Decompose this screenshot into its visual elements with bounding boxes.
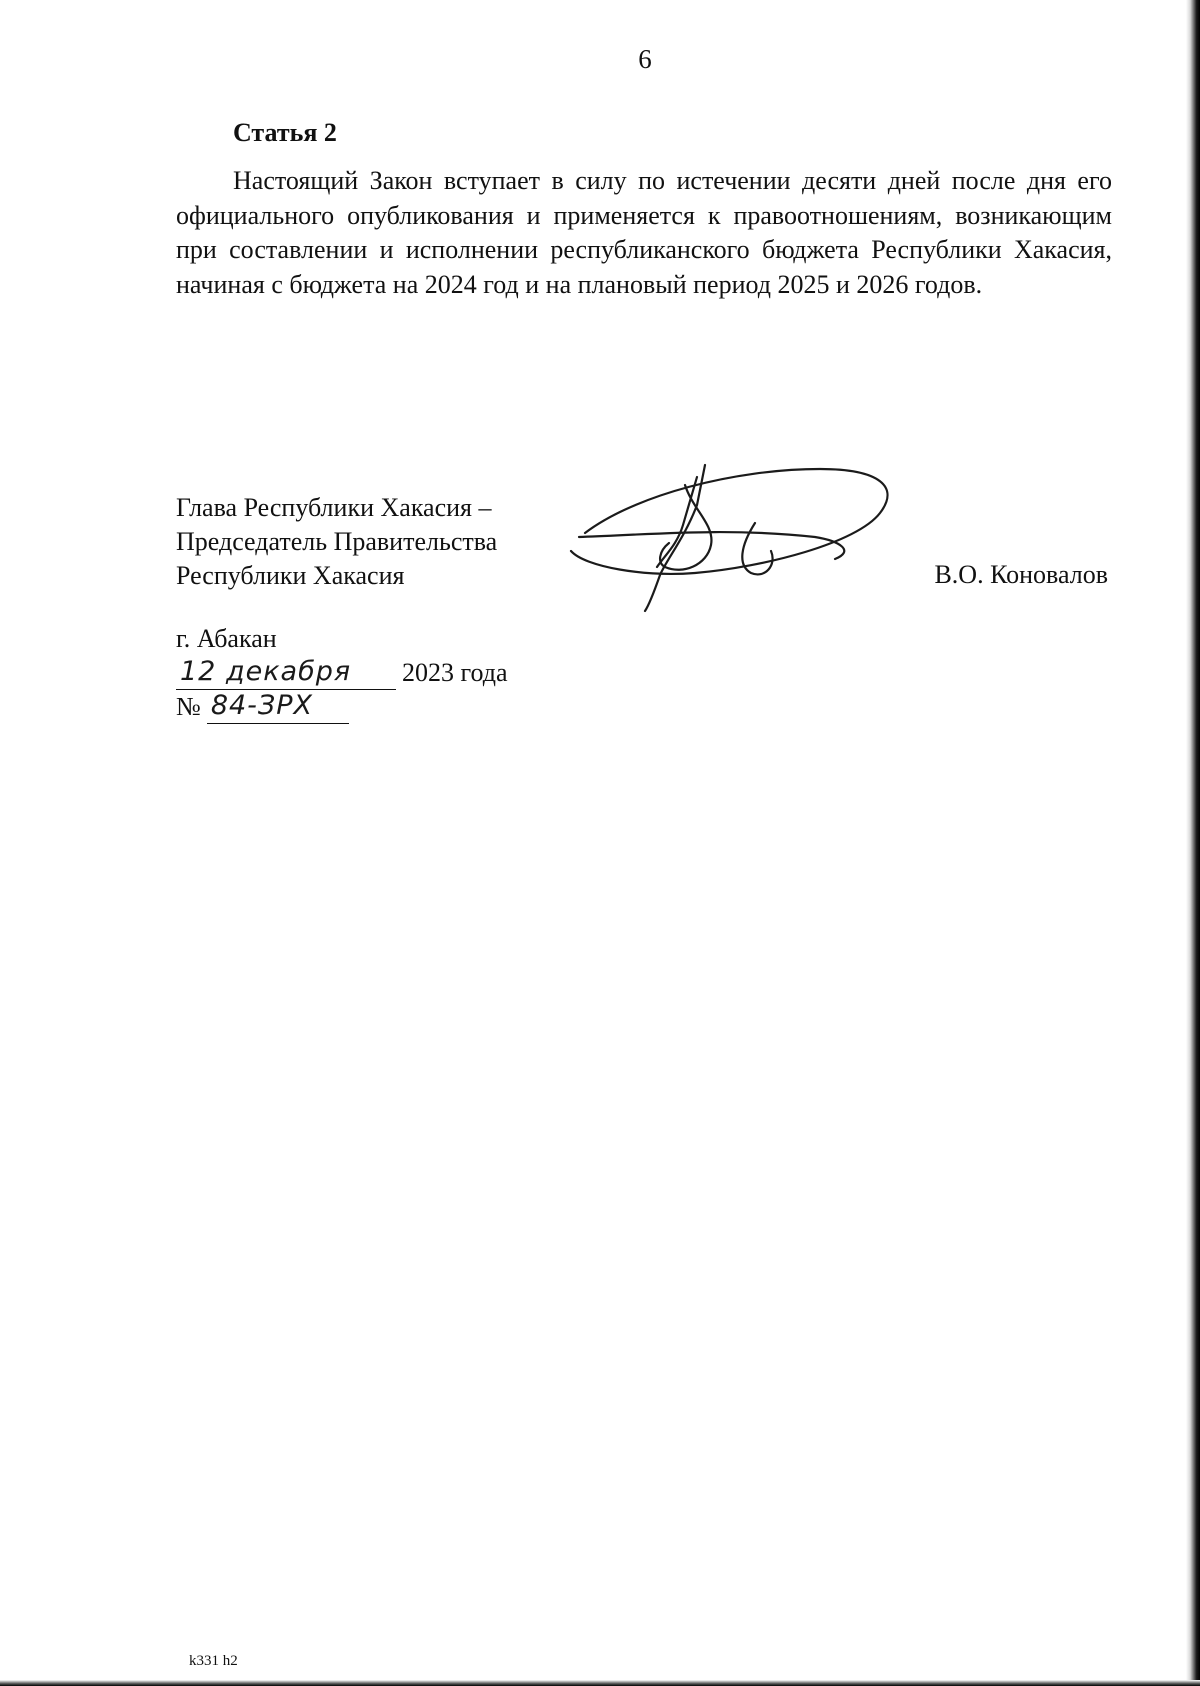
- date-field: [176, 656, 396, 690]
- city: г. Абакан: [176, 624, 277, 653]
- number-prefix: №: [176, 692, 201, 721]
- number-row: [176, 690, 508, 724]
- handwritten-number: 84-ЗРХ: [210, 690, 313, 721]
- handwritten-signature: [565, 455, 910, 615]
- date-row: [176, 656, 508, 690]
- page-number: 6: [638, 44, 652, 74]
- page-bottom-shadow: [0, 1680, 1200, 1686]
- article-title: Статья 2: [233, 118, 337, 147]
- article-body: Настоящий Закон вступает в силу по истечении десяти дней после дня его официального опубликования и применяется к правоотношениям, возникающим при составлении и исполнении республиканского бюджета Республики Хакасия, начиная с бюджета на 2024 год и на плановый период 2025 и 2026 годов.: [176, 166, 1112, 299]
- signer-name: В.О. Коновалов: [934, 560, 1108, 589]
- handwritten-date: 12 декабря: [180, 656, 352, 687]
- year-text: 2023 года: [402, 658, 508, 687]
- number-field: [207, 690, 349, 724]
- footer-code: k331 h2: [189, 1653, 238, 1669]
- position-line: Республики Хакасия: [176, 561, 405, 590]
- place-and-date: [176, 622, 508, 724]
- position-line: Глава Республики Хакасия –: [176, 493, 492, 522]
- signatory-position: [176, 491, 497, 593]
- page-edge-shadow: [1186, 0, 1200, 1686]
- position-line: Председатель Правительства: [176, 527, 498, 556]
